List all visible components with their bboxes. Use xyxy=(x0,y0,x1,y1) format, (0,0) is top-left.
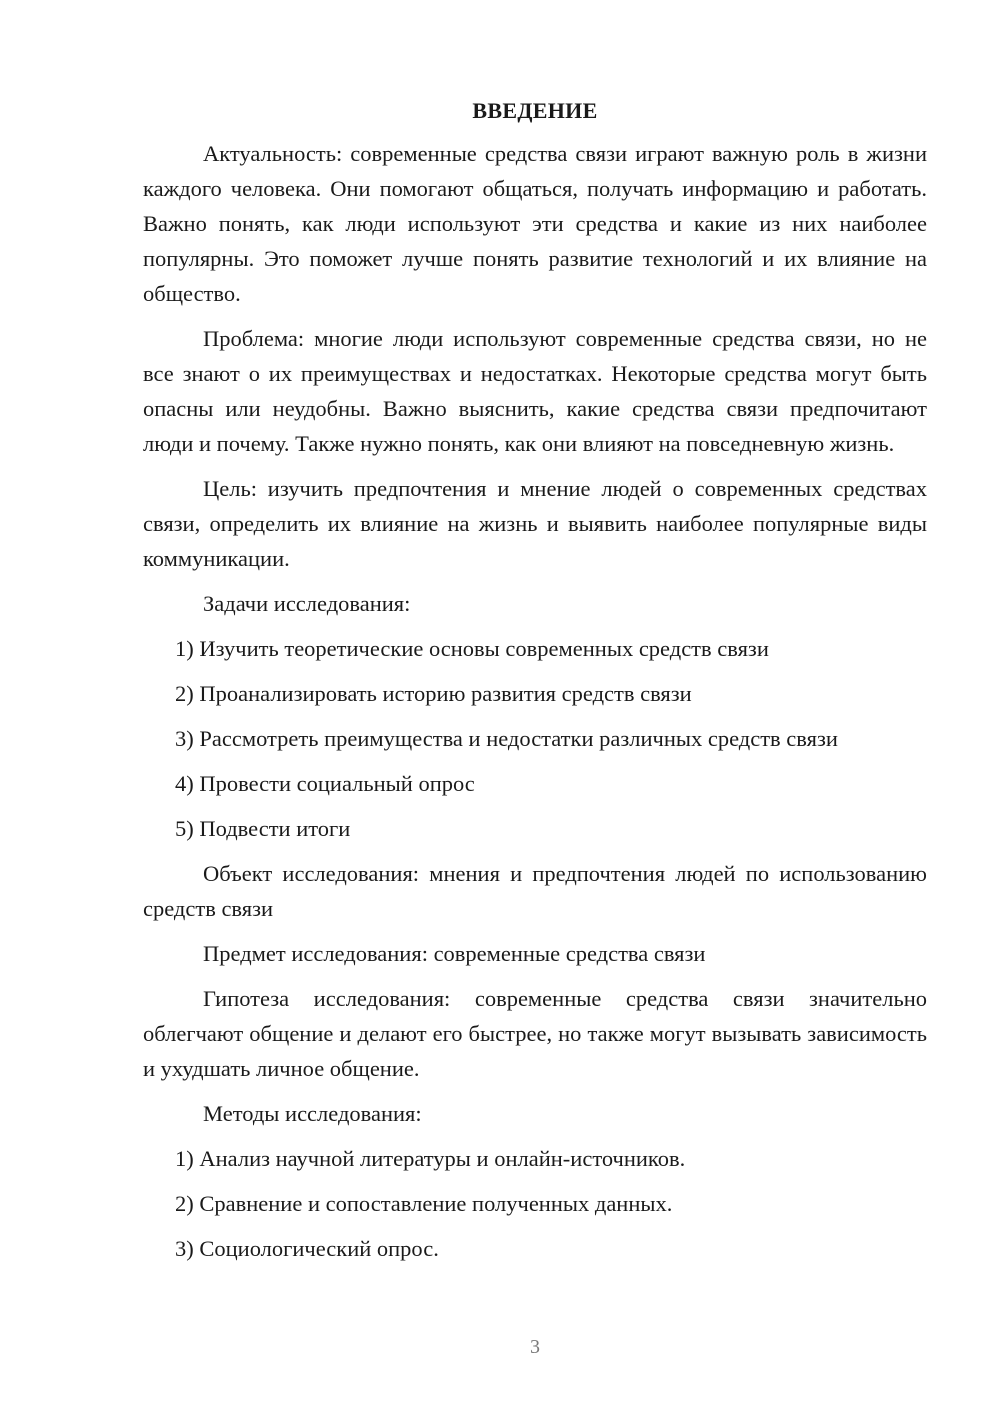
relevance-paragraph: Актуальность: современные средства связи играют важную роль в жизни каждого человека. Они помогают общаться, получать информацию и работать. Важно понять, как люди используют эти средства и какие из них наиболее популярны. Это поможет лучше понять развитие технологий и их влияние на общество. xyxy=(143,141,927,306)
document-body xyxy=(143,96,927,1276)
list-item: 4) Провести социальный опрос xyxy=(175,771,475,796)
problem-paragraph: Проблема: многие люди используют современные средства связи, но не все знают о их преимуществах и недостатках. Некоторые средства могут быть опасны или неудобны. Важно выяснить, какие средства связи предпочитают люди и почему. Также нужно понять, как они влияют на повседневную жизнь. xyxy=(143,326,927,456)
subject-paragraph: Предмет исследования: современные средства связи xyxy=(203,941,706,966)
list-item: 1) Анализ научной литературы и онлайн-источников. xyxy=(175,1146,686,1171)
section-title: ВВЕДЕНИЕ xyxy=(472,98,598,123)
methods-list xyxy=(143,1141,927,1266)
list-item: 1) Изучить теоретические основы современных средств связи xyxy=(175,636,769,661)
list-item: 3) Рассмотреть преимущества и недостатки различных средств связи xyxy=(175,726,838,751)
goal-paragraph: Цель: изучить предпочтения и мнение людей о современных средствах связи, определить их влияние на жизнь и выявить наиболее популярные виды коммуникации. xyxy=(143,476,927,571)
list-item: 2) Сравнение и сопоставление полученных данных. xyxy=(175,1191,673,1216)
hypothesis-paragraph: Гипотеза исследования: современные средства связи значительно облегчают общение и делают его быстрее, но также могут вызывать зависимость и ухудшать личное общение. xyxy=(143,986,927,1081)
list-item: 2) Проанализировать историю развития средств связи xyxy=(175,681,692,706)
page-number: 3 xyxy=(530,1336,540,1358)
tasks-list xyxy=(143,631,927,846)
tasks-heading: Задачи исследования: xyxy=(203,591,411,616)
list-item: 5) Подвести итоги xyxy=(175,816,351,841)
list-item: 3) Социологический опрос. xyxy=(175,1236,439,1261)
methods-heading: Методы исследования: xyxy=(203,1101,422,1126)
object-paragraph: Объект исследования: мнения и предпочтения людей по использованию средств связи xyxy=(143,861,927,921)
